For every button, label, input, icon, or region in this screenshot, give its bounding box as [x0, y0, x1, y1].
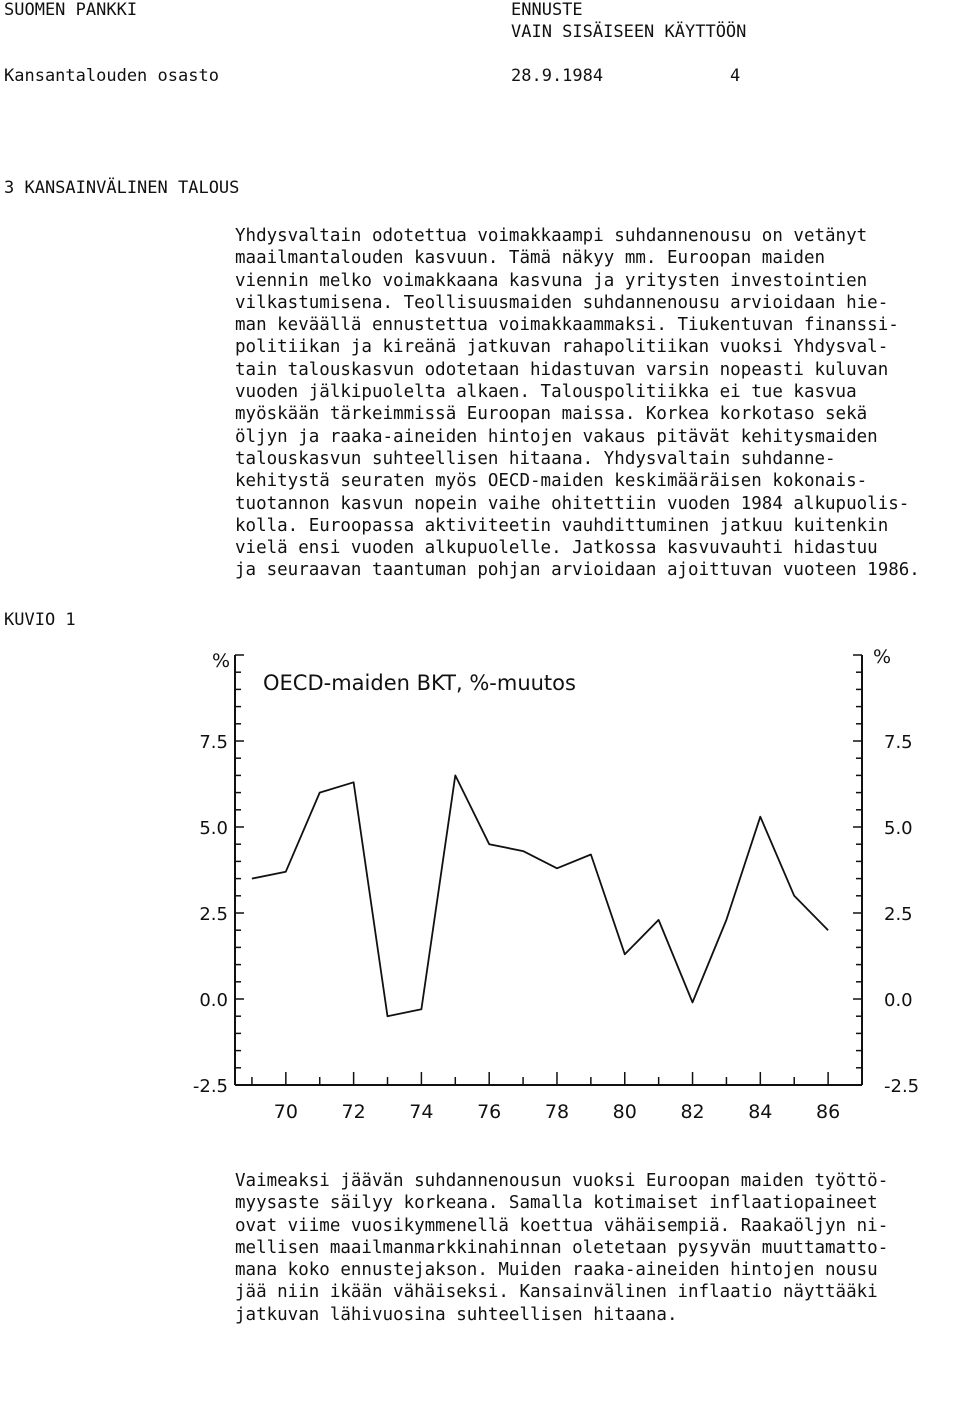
text-line: talouskasvun suhteellisen hitaana. Yhdysvaltain suhdanne- [235, 448, 836, 469]
text-line: vilkastumisena. Teollisuusmaiden suhdannenousu arvioidaan hie- [235, 292, 889, 313]
x-tick-label: 82 [680, 1101, 705, 1123]
text-line: jää niin ikään vähäiseksi. Kansainvälinen inflaatio näyttääki [235, 1282, 878, 1303]
x-tick-label: 78 [544, 1101, 570, 1123]
y-tick-label-left: -2.5 [192, 1076, 228, 1097]
x-tick-label: 76 [477, 1101, 502, 1123]
text-line: vielä ensi vuoden alkupuolelle. Jatkossa kasvuvauhti hidastuu [235, 538, 878, 559]
document-date: 28.9.1984 [511, 66, 604, 86]
x-tick-label: 80 [612, 1101, 637, 1123]
text-line: Yhdysvaltain odotettua voimakkaampi suhdannenousu on vetänyt [235, 226, 868, 246]
text-line: ja seuraavan taantuman pohjan arvioidaan ajoittuvan vuoteen 1986. [235, 560, 920, 581]
x-tick-label: 86 [816, 1101, 841, 1123]
document-type: ENNUSTE [511, 0, 583, 20]
text-line: kehitystä seuraten myös OECD-maiden keskimääräisen kokonais- [235, 471, 868, 492]
x-tick-label: 84 [748, 1101, 773, 1123]
text-line: myysaste säilyy korkeana. Samalla kotimaiset inflaatiopaineet [235, 1193, 878, 1214]
text-line: jatkuvan lähivuosina suhteellisen hitaana. [235, 1304, 678, 1325]
section-heading: 3 KANSAINVÄLINEN TALOUS [4, 178, 240, 198]
y-tick-label-left: 7.5 [199, 732, 228, 753]
x-tick-label: 70 [273, 1101, 298, 1123]
text-line: tuotannon kasvun nopein vaihe ohitettiin vuoden 1984 alkupuolis- [235, 493, 910, 514]
text-line: vuoden jälkipuolelta alkaen. Talouspolitiikka ei tue kasvua [235, 382, 857, 403]
text-line: ovat viime vuosikymmenellä koettua vähäisempiä. Raakaöljyn ni- [235, 1215, 889, 1236]
text-line: viennin melko voimakkaana kasvuna ja yritysten investointien [235, 270, 868, 291]
gdp-series-line [252, 775, 828, 1016]
text-line: myöskään tärkeimmissä Euroopan maissa. Korkea korkotaso sekä [235, 404, 868, 425]
text-line: politiikan ja kireänä jatkuvan rahapolitiikan vuoksi Yhdysval- [235, 337, 889, 358]
restriction-note: VAIN SISÄISEEN KÄYTTÖÖN [511, 22, 747, 42]
figure-label: KUVIO 1 [4, 610, 76, 630]
y-tick-label-right: 5.0 [884, 818, 913, 839]
text-line: mana koko ennustejakson. Muiden raaka-aineiden hintojen nousu [235, 1260, 878, 1281]
text-line: tain talouskasvun odotetaan hidastuvan varsin nopeasti kuluvan [235, 359, 889, 380]
page-number: 4 [730, 66, 741, 86]
y-unit-right: % [872, 646, 892, 668]
y-tick-label-right: 0.0 [884, 990, 913, 1011]
y-unit-left: % [211, 650, 231, 672]
text-line: öljyn ja raaka-aineiden hintojen vakaus pitävät kehitysmaiden [235, 426, 878, 447]
text-line: man keväällä ennustettua voimakkaammaksi. Tiukentuvan finanssi- [235, 315, 899, 336]
chart-title: OECD-maiden BKT, %-muutos [263, 671, 576, 695]
y-tick-label-right: 7.5 [884, 732, 913, 753]
y-tick-label-left: 5.0 [199, 818, 228, 839]
department-name: Kansantalouden osasto [4, 66, 219, 86]
y-tick-label-right: 2.5 [884, 904, 913, 925]
organization-name: SUOMEN PANKKI [4, 0, 138, 20]
y-tick-label-left: 2.5 [199, 904, 228, 925]
text-line: Vaimeaksi jäävän suhdannenousun vuoksi Euroopan maiden työttö- [235, 1171, 889, 1191]
text-line: maailmantalouden kasvuun. Tämä näkyy mm. Euroopan maiden [235, 248, 826, 269]
y-tick-label-left: 0.0 [199, 990, 228, 1011]
x-tick-label: 74 [409, 1101, 434, 1123]
x-tick-label: 72 [341, 1101, 366, 1123]
y-tick-label-right: -2.5 [884, 1076, 920, 1097]
text-line: kolla. Euroopassa aktiviteetin vauhdittuminen jatkuu kuitenkin [235, 515, 889, 536]
text-line: mellisen maailmanmarkkinahinnan oletetaan pysyvän muuttamatto- [235, 1237, 889, 1258]
paragraph-inflation [235, 1170, 960, 1326]
